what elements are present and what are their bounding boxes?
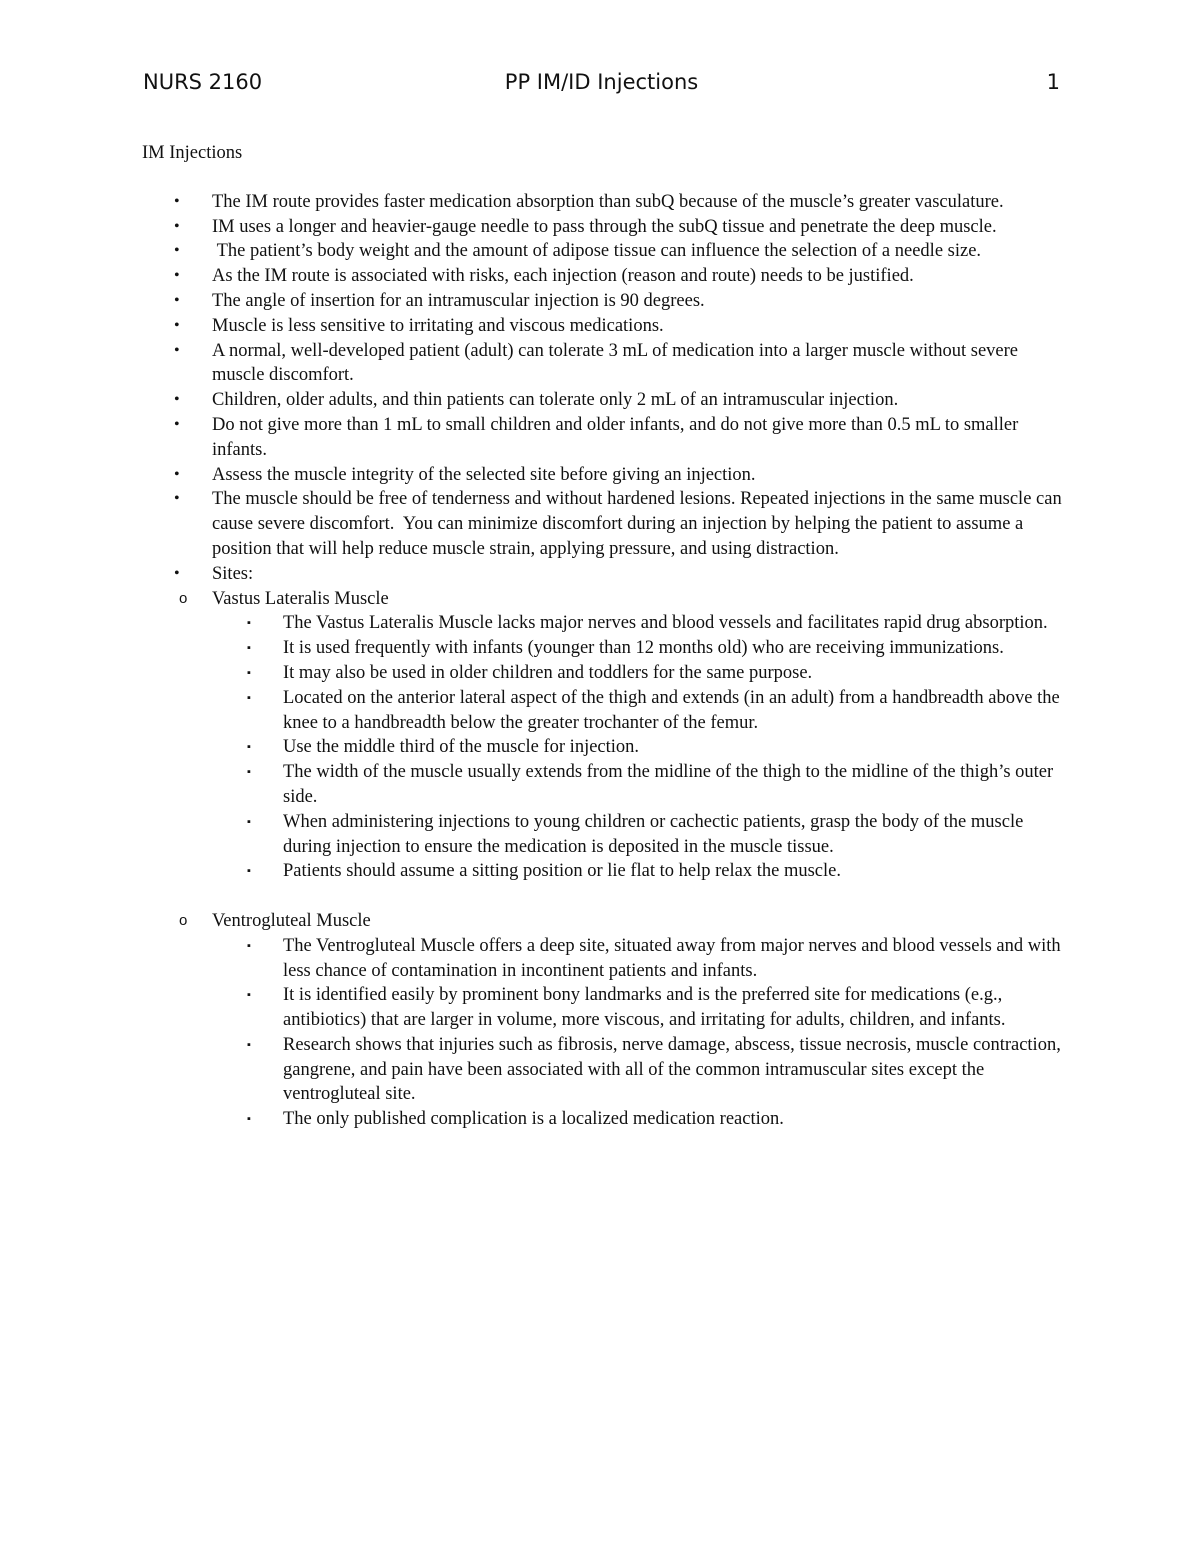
site-point-text: It is used frequently with infants (younger than 12 months old) who are receiving immunizations. [283, 638, 1004, 659]
list-item-text: The angle of insertion for an intramuscular injection is 90 degrees. [212, 290, 705, 311]
site-point-text: When administering injections to young children or cachectic patients, grasp the body of the muscle during injection to ensure the medication is deposited in the muscle tissue. [283, 811, 1024, 857]
list-item [142, 190, 1067, 215]
bullet-icon: • [174, 217, 180, 235]
bullet-list [142, 190, 1067, 1132]
bullet-icon: • [174, 465, 180, 483]
list-item [142, 487, 1067, 561]
site-point-text: Research shows that injuries such as fibrosis, nerve damage, abscess, tissue necrosis, muscle contraction, gangrene, and pain have been associated with all of the common intramuscular sites except the ventrogluteal site. [283, 1034, 1061, 1105]
list-item-text: The IM route provides faster medication absorption than subQ because of the muscle’s greater vasculature. [212, 191, 1004, 212]
site-point [212, 661, 1067, 686]
sites-item [142, 562, 1067, 1132]
square-bullet-icon: ▪ [247, 815, 251, 828]
list-item-text: A normal, well-developed patient (adult) can tolerate 3 mL of medication into a larger muscle without severe muscle discomfort. [212, 340, 1019, 386]
site-points-list [212, 934, 1067, 1132]
circle-bullet-icon: o [179, 589, 188, 607]
site-point [212, 735, 1067, 760]
square-bullet-icon: ▪ [247, 989, 251, 1002]
list-item [142, 289, 1067, 314]
square-bullet-icon: ▪ [247, 766, 251, 779]
square-bullet-icon: ▪ [247, 666, 251, 679]
list-item [142, 339, 1067, 389]
list-item-text: Assess the muscle integrity of the selected site before giving an injection. [212, 464, 756, 485]
list-item [142, 215, 1067, 240]
list-item [142, 239, 1067, 264]
list-item-text: Children, older adults, and thin patients can tolerate only 2 mL of an intramuscular injection. [212, 390, 899, 411]
bullet-icon: • [174, 242, 180, 260]
square-bullet-icon: ▪ [247, 1113, 251, 1126]
bullet-icon: • [174, 415, 180, 433]
site-point-text: It is identified easily by prominent bony landmarks and is the preferred site for medications (e.g., antibiotics) that are larger in volume, more viscous, and irritating for adults, children, and infants. [283, 985, 1006, 1031]
site-point-text: The width of the muscle usually extends from the midline of the thigh to the midline of the thigh’s outer side. [283, 762, 1054, 807]
list-item-text: Muscle is less sensitive to irritating and viscous medications. [212, 315, 664, 336]
site-point [212, 760, 1067, 810]
list-item [142, 264, 1067, 289]
square-bullet-icon: ▪ [247, 865, 251, 878]
site-item-ventrogluteal [142, 909, 1067, 1132]
site-point [212, 934, 1067, 984]
document-body [142, 141, 1067, 1132]
site-points-list [212, 611, 1067, 884]
list-item [142, 314, 1067, 339]
list-item [142, 388, 1067, 413]
site-point [212, 810, 1067, 860]
list-item-text: As the IM route is associated with risks, each injection (reason and route) needs to be justified. [212, 266, 914, 287]
site-point [212, 1033, 1067, 1107]
site-point [212, 611, 1067, 636]
page-header [143, 70, 1060, 102]
site-point-text: The Ventrogluteal Muscle offers a deep site, situated away from major nerves and blood vessels and with less chance of contamination in incontinent patients and infants. [283, 935, 1061, 981]
bullet-icon: • [174, 291, 180, 309]
site-point-text: It may also be used in older children and toddlers for the same purpose. [283, 662, 813, 683]
site-name: Vastus Lateralis Muscle [212, 588, 389, 609]
page-number: 1 [1046, 70, 1060, 94]
site-point [212, 859, 1067, 884]
sites-list-wrap [142, 587, 1067, 1133]
document-title: PP IM/ID Injections [504, 70, 699, 94]
course-code: NURS 2160 [143, 70, 263, 94]
sites-label: Sites: [212, 563, 254, 584]
site-point-text: The only published complication is a localized medication reaction. [283, 1109, 784, 1130]
site-point [212, 686, 1067, 736]
sites-list [142, 587, 1067, 1133]
site-point-text: The Vastus Lateralis Muscle lacks major nerves and blood vessels and facilitates rapid drug absorption. [283, 613, 1048, 634]
list-item-text: The muscle should be free of tenderness and without hardened lesions. Repeated injections in the same muscle can cause severe discomfort. You can minimize discomfort during an injection by helping the patient to assume a position that will help reduce muscle strain, applying pressure, and using distraction. [212, 489, 1067, 559]
square-bullet-icon: ▪ [247, 939, 251, 952]
square-bullet-icon: ▪ [247, 741, 251, 754]
list-item-text: Do not give more than 1 mL to small children and older infants, and do not give more than 0.5 mL to smaller infants. [212, 414, 1019, 460]
site-point [212, 1107, 1067, 1132]
circle-bullet-icon: o [179, 911, 188, 929]
bullet-icon: • [174, 192, 180, 210]
bullet-icon: • [174, 490, 180, 508]
list-item [142, 463, 1067, 488]
site-point [212, 636, 1067, 661]
list-item-text: The patient’s body weight and the amount of adipose tissue can influence the selection of a needle size. [212, 241, 982, 262]
square-bullet-icon: ▪ [247, 642, 251, 655]
site-point [212, 983, 1067, 1033]
list-item-text: IM uses a longer and heavier-gauge needle to pass through the subQ tissue and penetrate the deep muscle. [212, 216, 997, 237]
site-point-text: Use the middle third of the muscle for injection. [283, 737, 640, 758]
bullet-icon: • [174, 341, 180, 359]
site-item-vastus-lateralis [142, 587, 1067, 885]
site-point-text: Located on the anterior lateral aspect of the thigh and extends (in an adult) from a handbreadth above the knee to a handbreadth below the greater trochanter of the femur. [283, 687, 1060, 733]
bullet-icon: • [174, 564, 180, 582]
square-bullet-icon: ▪ [247, 1038, 251, 1051]
section-heading: IM Injections [142, 143, 243, 163]
site-name: Ventrogluteal Muscle [212, 910, 371, 931]
list-item [142, 413, 1067, 463]
site-point-text: Patients should assume a sitting position or lie flat to help relax the muscle. [283, 861, 841, 882]
square-bullet-icon: ▪ [247, 691, 251, 704]
square-bullet-icon: ▪ [247, 617, 251, 630]
bullet-icon: • [174, 267, 180, 285]
bullet-icon: • [174, 316, 180, 334]
bullet-icon: • [174, 391, 180, 409]
